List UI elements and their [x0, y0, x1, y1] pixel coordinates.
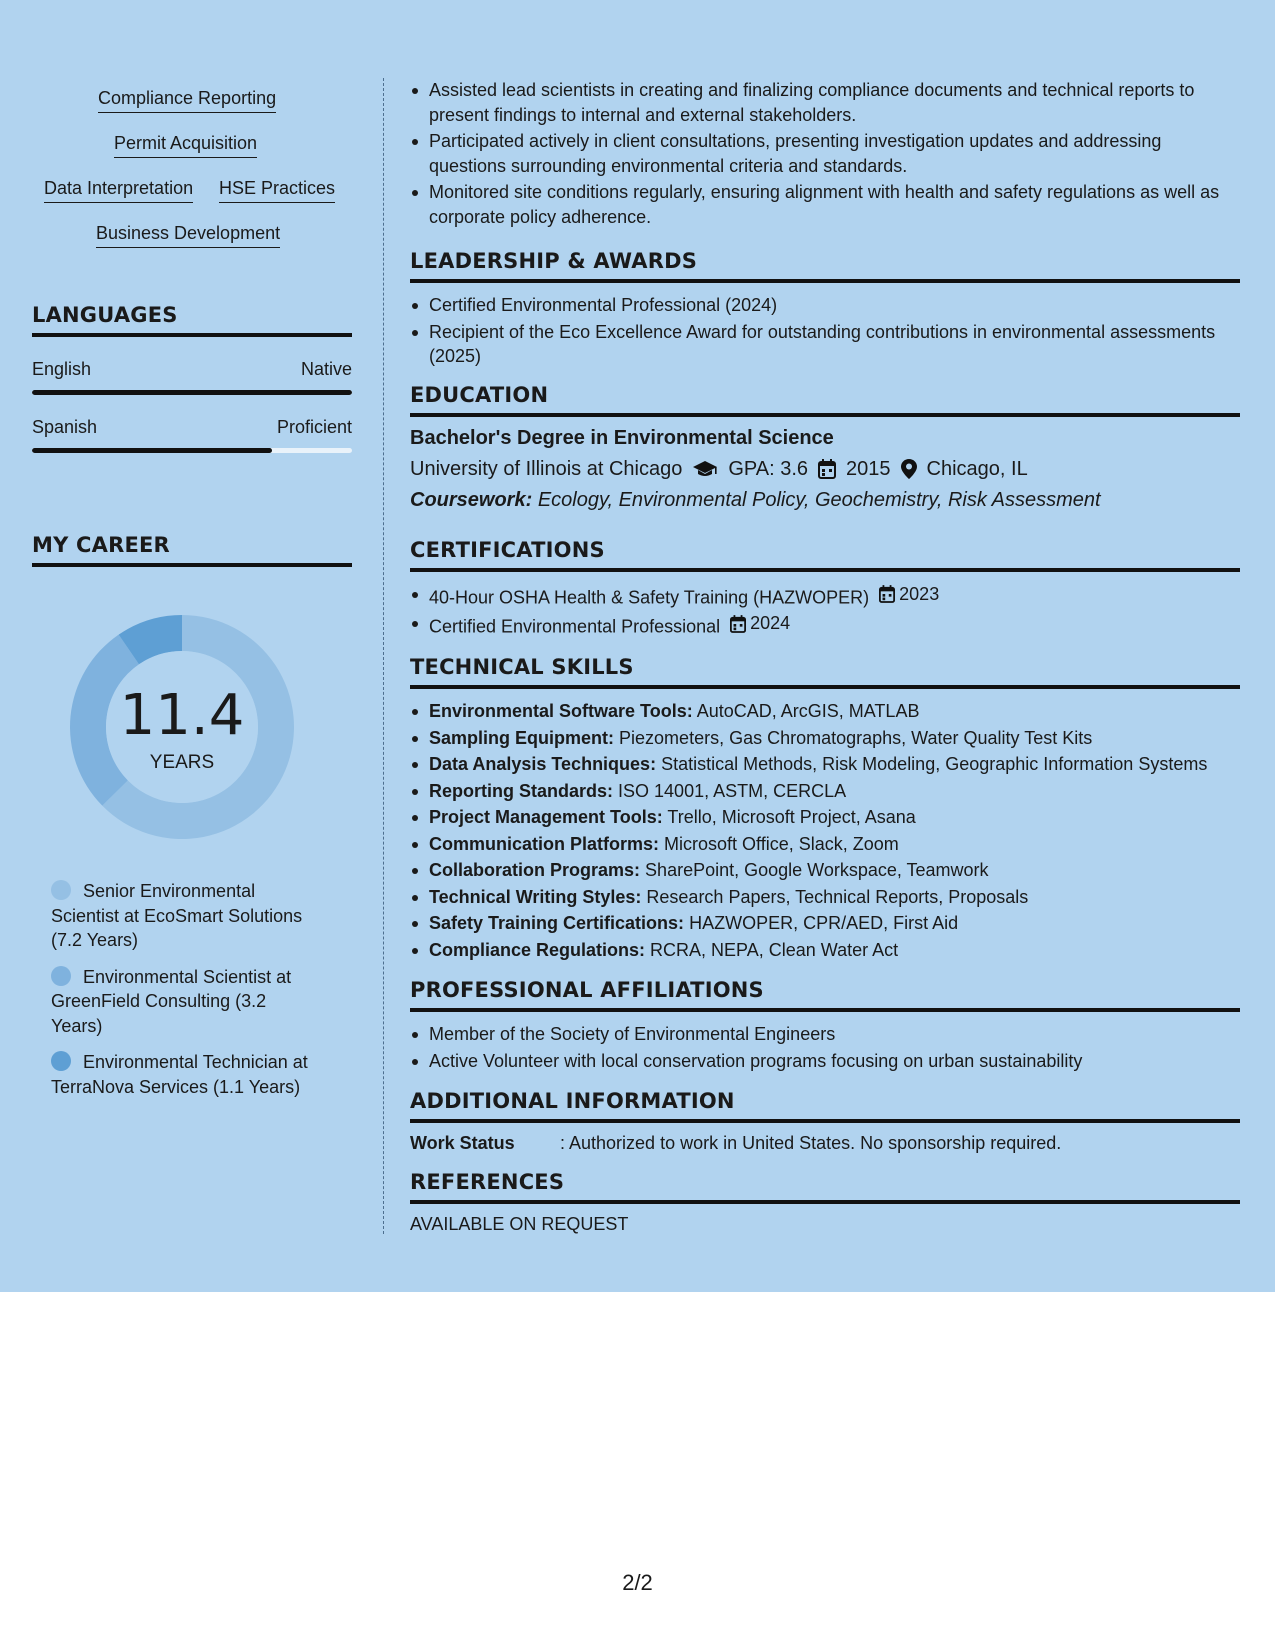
technical-skill-value: RCRA, NEPA, Clean Water Act [650, 939, 899, 960]
school-name: University of Illinois at Chicago [410, 457, 683, 480]
calendar-icon [879, 585, 895, 603]
technical-skill-value: Microsoft Office, Slack, Zoom [664, 833, 899, 854]
education-meta [410, 458, 1240, 481]
affiliations-heading: PROFESSIONAL AFFILIATIONS [410, 978, 1240, 1012]
affiliation-item: Member of the Society of Environmental Engineers [410, 1022, 1240, 1047]
technical-skill-key: Technical Writing Styles: [429, 886, 642, 907]
certification-year: 2023 [899, 583, 940, 604]
language-bar-fill [32, 448, 272, 453]
technical-skill-key: Sampling Equipment: [429, 727, 615, 748]
legend-label: Environmental Technician at TerraNova Services (1.1 Years) [51, 1052, 308, 1097]
technical-skill-key: Collaboration Programs: [429, 860, 641, 880]
coursework [410, 489, 1240, 512]
coursework-label: Coursework: [410, 488, 533, 511]
column-divider [383, 78, 384, 1234]
technical-skill-item [410, 752, 1240, 777]
coursework-list: Ecology, Environmental Policy, Geochemistry, Risk Assessment [537, 488, 1101, 511]
technical-skill-key: Communication Platforms: [429, 833, 660, 854]
references-heading: REFERENCES [410, 1170, 1240, 1204]
work-status-value: : Authorized to work in United States. No sponsorship required. [560, 1133, 1062, 1153]
technical-skill-item [410, 938, 1240, 963]
certifications-heading: CERTIFICATIONS [410, 538, 1240, 572]
language-name: Spanish [32, 417, 98, 437]
experience-bullet: Participated actively in client consultations, presenting investigation updates and addressing questions surrounding environmental criteria and standards. [410, 129, 1240, 178]
language-level: Native [300, 359, 352, 379]
page-number: 2/2 [622, 1570, 653, 1595]
right-column [410, 78, 1240, 1235]
technical-skill-value: Research Papers, Technical Reports, Proposals [646, 886, 1029, 907]
technical-skill-item [410, 726, 1240, 751]
technical-skill-item [410, 911, 1240, 936]
legend-dot [51, 880, 71, 900]
work-status-label: Work Status [410, 1133, 515, 1153]
technical-skill-key: Project Management Tools: [429, 807, 663, 827]
legend-dot [51, 1051, 71, 1071]
left-column [32, 78, 352, 1111]
language-name: English [32, 359, 92, 379]
technical-skill-item [410, 699, 1240, 724]
education-location: Chicago, IL [926, 457, 1028, 480]
technical-skill-item [410, 858, 1240, 883]
leadership-item: Recipient of the Eco Excellence Award for outstanding contributions in environmental assessments (2025) [410, 320, 1240, 369]
skill-tag: HSE Practices [219, 178, 335, 203]
skill-tag: Permit Acquisition [114, 133, 257, 158]
career-legend-item [51, 1050, 322, 1099]
language-item [32, 417, 352, 453]
experience-bullets [410, 78, 1240, 229]
calendar-icon [818, 459, 836, 479]
gpa: GPA: 3.6 [728, 457, 809, 480]
technical-skill-value: HAZWOPER, CPR/AED, First Aid [689, 913, 959, 933]
technical-skills-heading: TECHNICAL SKILLS [410, 655, 1240, 689]
career-total: 11.4 [119, 683, 245, 748]
language-level: Proficient [276, 417, 352, 437]
language-bar [32, 390, 352, 395]
technical-skill-value: Statistical Methods, Risk Modeling, Geographic Information Systems [661, 754, 1208, 774]
technical-skill-value: Piezometers, Gas Chromatographs, Water Quality Test Kits [619, 727, 1093, 748]
graduation-year: 2015 [846, 457, 891, 480]
skill-tag: Compliance Reporting [98, 88, 276, 113]
career-legend-item [51, 879, 322, 953]
career-unit: YEARS [149, 752, 215, 773]
references-text: AVAILABLE ON REQUEST [410, 1214, 629, 1234]
leadership-list [410, 293, 1240, 369]
skill-tag: Business Development [96, 223, 280, 248]
affiliations-list [410, 1022, 1240, 1073]
technical-skill-value: Trello, Microsoft Project, Asana [667, 807, 916, 827]
certification-name: Certified Environmental Professional [429, 616, 721, 637]
technical-skill-key: Data Analysis Techniques: [429, 754, 657, 774]
legend-label: Senior Environmental Scientist at EcoSmart Solutions (7.2 Years) [51, 881, 303, 950]
leadership-heading: LEADERSHIP & AWARDS [410, 249, 1240, 283]
experience-bullet: Assisted lead scientists in creating and finalizing compliance documents and technical reports to present findings to internal and external stakeholders. [410, 78, 1240, 127]
language-bar-fill [32, 390, 352, 395]
career-heading: MY CAREER [32, 533, 352, 567]
skills-tags [32, 78, 352, 258]
technical-skill-item [410, 885, 1240, 910]
technical-skill-value: SharePoint, Google Workspace, Teamwork [645, 860, 989, 880]
graduation-cap-icon [692, 459, 718, 479]
language-item [32, 359, 352, 395]
technical-skill-item [410, 805, 1240, 830]
affiliation-item: Active Volunteer with local conservation programs focusing on urban sustainability [410, 1049, 1240, 1074]
technical-skill-item [410, 779, 1240, 804]
certification-year: 2024 [750, 613, 791, 634]
leadership-item: Certified Environmental Professional (2024) [410, 293, 1240, 318]
technical-skill-value: AutoCAD, ArcGIS, MATLAB [696, 701, 920, 721]
legend-label: Environmental Scientist at GreenField Consulting (3.2 Years) [51, 966, 292, 1036]
work-status-row [410, 1133, 1240, 1154]
location-pin-icon [901, 459, 917, 479]
experience-bullet: Monitored site conditions regularly, ensuring alignment with health and safety regulations as well as corporate policy adherence. [410, 180, 1240, 229]
technical-skill-key: Compliance Regulations: [429, 939, 646, 960]
additional-info-heading: ADDITIONAL INFORMATION [410, 1089, 1240, 1123]
degree-title: Bachelor's Degree in Environmental Science [410, 426, 834, 449]
technical-skill-key: Environmental Software Tools: [429, 701, 693, 721]
certification-name: 40-Hour OSHA Health & Safety Training (HAZWOPER) [429, 586, 870, 607]
career-legend [32, 879, 322, 1099]
calendar-icon [730, 615, 746, 633]
technical-skill-value: ISO 14001, ASTM, CERCLA [618, 780, 847, 801]
technical-skill-key: Safety Training Certifications: [429, 913, 685, 933]
career-legend-item [51, 965, 322, 1039]
career-donut-chart [62, 607, 302, 847]
certification-item [410, 582, 1240, 610]
skill-tag: Data Interpretation [44, 178, 193, 203]
technical-skill-key: Reporting Standards: [429, 780, 614, 801]
language-bar [32, 448, 352, 453]
languages-heading: LANGUAGES [32, 303, 352, 337]
certifications-list [410, 582, 1240, 640]
legend-dot [51, 966, 71, 986]
technical-skill-item [410, 832, 1240, 857]
technical-skills-list [410, 699, 1240, 962]
certification-item [410, 611, 1240, 639]
education-heading: EDUCATION [410, 383, 1240, 417]
